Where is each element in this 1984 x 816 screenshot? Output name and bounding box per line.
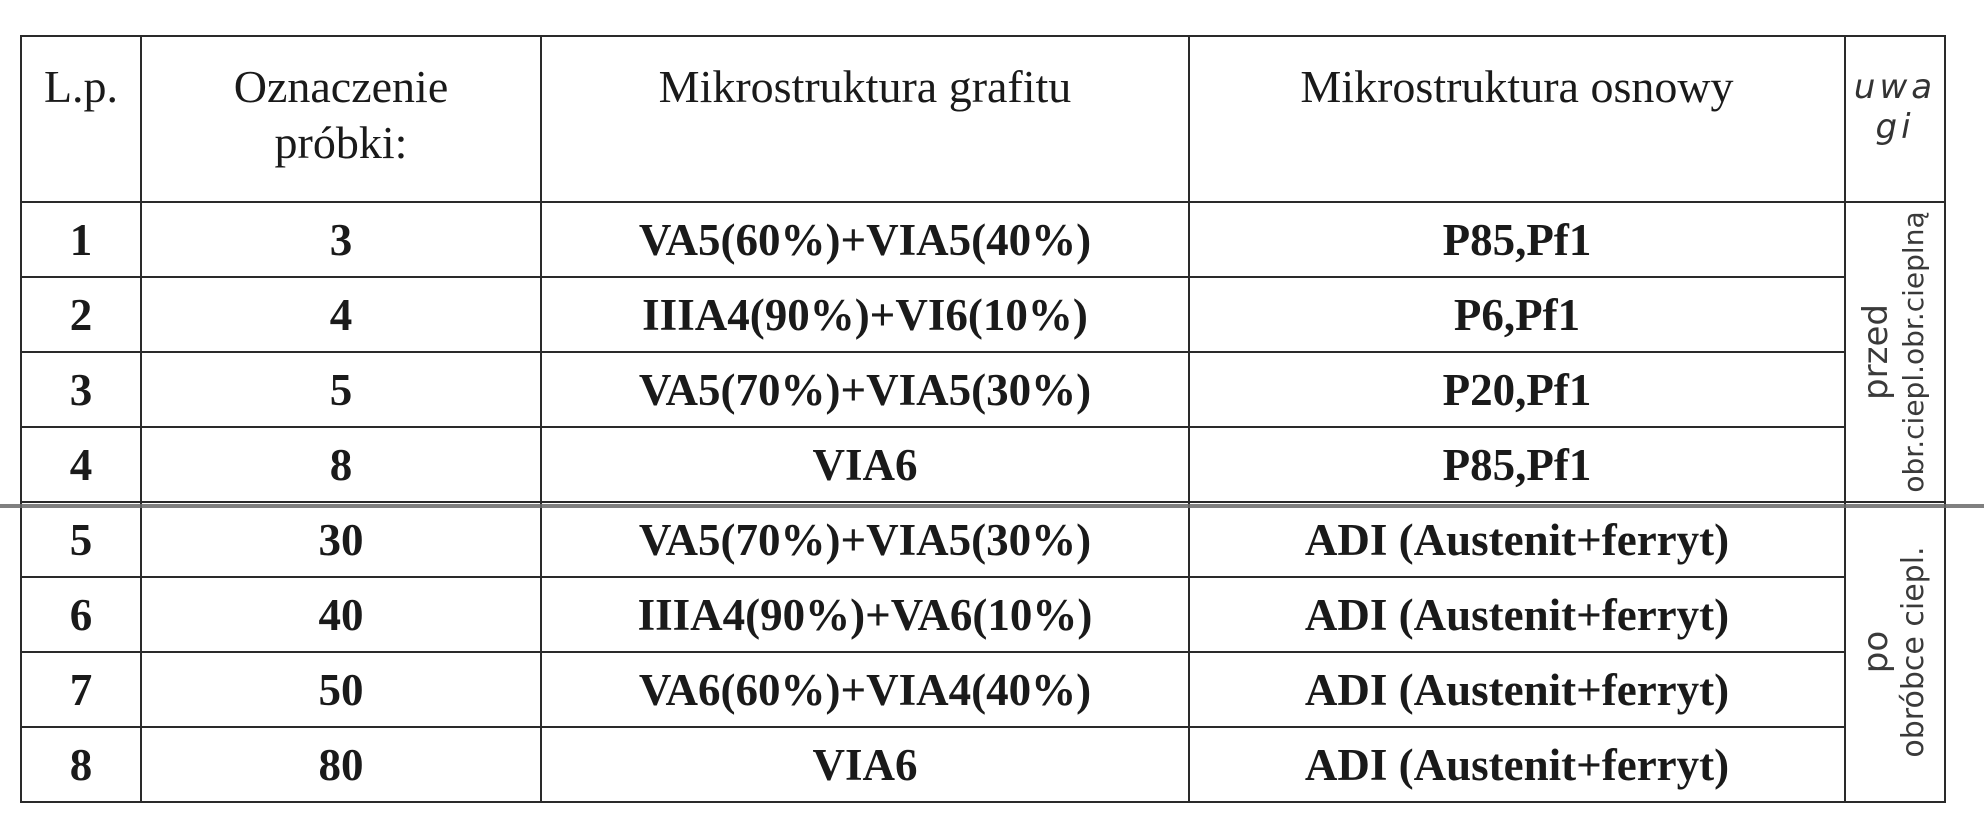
table-row	[21, 502, 1945, 577]
cell-osnowa: ADI (Austenit+ferryt)	[1189, 577, 1845, 652]
cell-grafit: IIIA4(90%)+VA6(10%)	[541, 577, 1189, 652]
microstructure-table	[20, 35, 1946, 803]
cell-oznaczenie: 5	[141, 352, 541, 427]
cell-grafit: VIA6	[541, 427, 1189, 502]
remarks-after-line1: po	[1856, 630, 1896, 674]
cell-lp: 4	[21, 427, 141, 502]
cell-lp: 7	[21, 652, 141, 727]
cell-osnowa: P85,Pf1	[1189, 202, 1845, 277]
cell-grafit: IIIA4(90%)+VI6(10%)	[541, 277, 1189, 352]
table-row	[21, 202, 1945, 277]
header-oznaczenie-line1: Oznaczenie	[233, 61, 449, 112]
cell-osnowa: ADI (Austenit+ferryt)	[1189, 502, 1845, 577]
header-grafit: Mikrostruktura grafitu	[541, 36, 1189, 202]
table-row	[21, 652, 1945, 727]
cell-lp: 8	[21, 727, 141, 802]
table-row	[21, 427, 1945, 502]
cell-oznaczenie: 80	[141, 727, 541, 802]
cell-osnowa: P85,Pf1	[1189, 427, 1845, 502]
cell-osnowa: P20,Pf1	[1189, 352, 1845, 427]
cell-grafit: VA6(60%)+VIA4(40%)	[541, 652, 1189, 727]
cell-oznaczenie: 8	[141, 427, 541, 502]
cell-grafit: VA5(60%)+VIA5(40%)	[541, 202, 1189, 277]
remarks-handwriting-before	[1857, 211, 1933, 492]
cell-lp: 5	[21, 502, 141, 577]
cell-lp: 6	[21, 577, 141, 652]
header-oznaczenie-line2: próbki:	[274, 117, 408, 168]
table-row	[21, 727, 1945, 802]
table-row	[21, 277, 1945, 352]
header-uwagi	[1845, 36, 1945, 202]
cell-osnowa: ADI (Austenit+ferryt)	[1189, 652, 1845, 727]
table-row	[21, 577, 1945, 652]
header-oznaczenie	[141, 36, 541, 202]
header-row	[21, 36, 1945, 202]
cell-grafit: VIA6	[541, 727, 1189, 802]
remarks-before-line2: obr.ciepl.obr.cieplną	[1897, 211, 1930, 493]
cell-grafit: VA5(70%)+VIA5(30%)	[541, 352, 1189, 427]
cell-lp: 3	[21, 352, 141, 427]
cell-osnowa: P6,Pf1	[1189, 277, 1845, 352]
cell-lp: 2	[21, 277, 141, 352]
header-uwagi-line1: uwa	[1853, 67, 1937, 107]
pencil-divider-line	[0, 504, 1984, 508]
header-uwagi-line2: gi	[1875, 107, 1915, 147]
cell-grafit: VA5(70%)+VIA5(30%)	[541, 502, 1189, 577]
remarks-before-line1: przed	[1856, 304, 1896, 400]
remarks-after-line2: obróbce ciepl.	[1896, 546, 1931, 758]
cell-oznaczenie: 3	[141, 202, 541, 277]
cell-oznaczenie: 30	[141, 502, 541, 577]
cell-oznaczenie: 4	[141, 277, 541, 352]
remarks-group-after	[1845, 502, 1945, 802]
cell-lp: 1	[21, 202, 141, 277]
remarks-group-before	[1845, 202, 1945, 502]
cell-osnowa: ADI (Austenit+ferryt)	[1189, 727, 1845, 802]
header-osnowa: Mikrostruktura osnowy	[1189, 36, 1845, 202]
remarks-handwriting-after	[1857, 546, 1933, 757]
table-row	[21, 352, 1945, 427]
cell-oznaczenie: 50	[141, 652, 541, 727]
header-lp: L.p.	[21, 36, 141, 202]
cell-oznaczenie: 40	[141, 577, 541, 652]
